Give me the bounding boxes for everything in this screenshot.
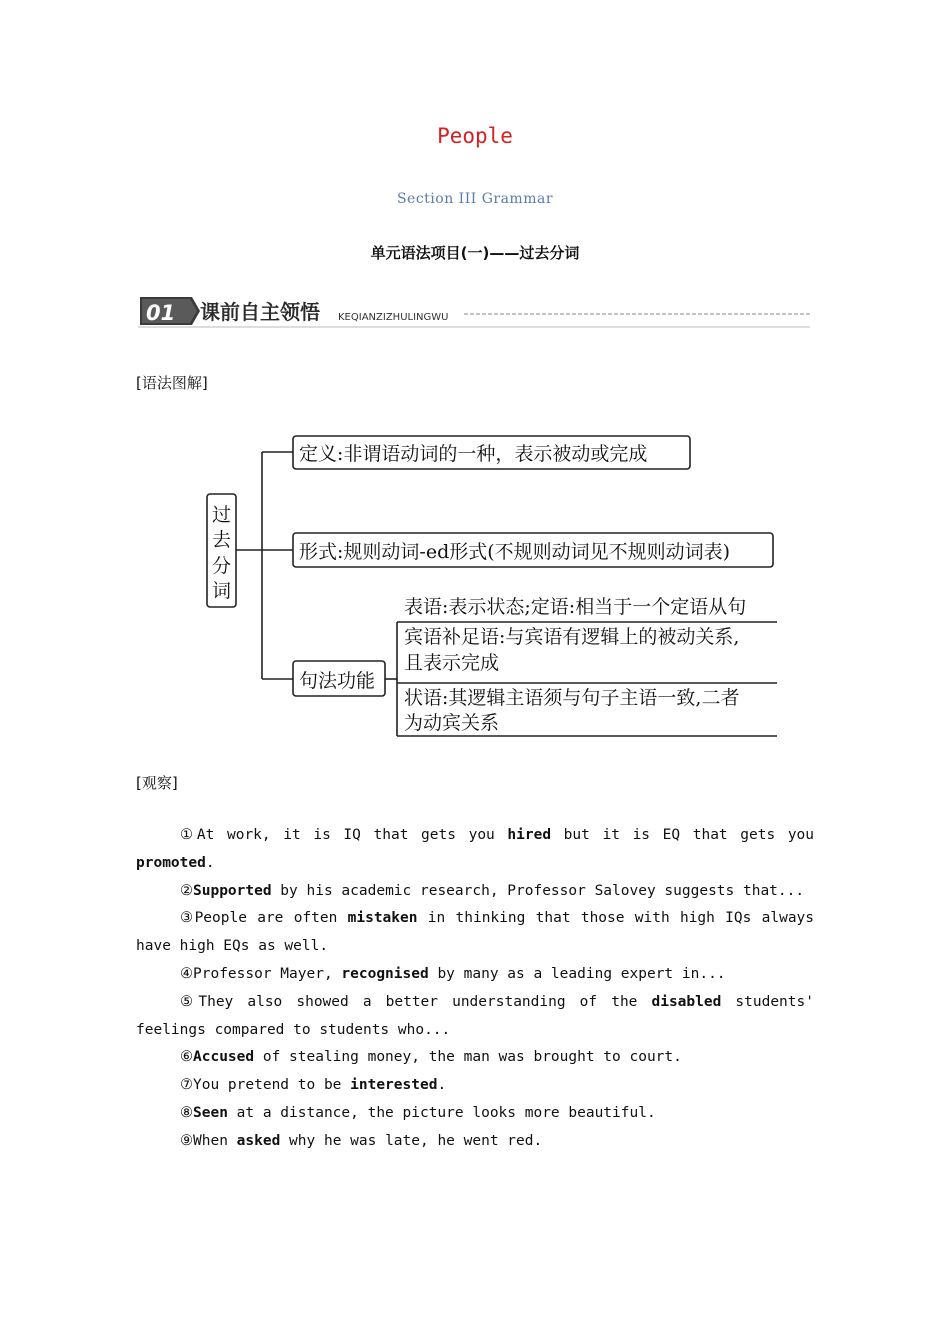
sentence-9: ⑨When asked why he was late, he went red. [180, 1132, 543, 1149]
mm-func2-line1: 宾语补足语:与宾语有逻辑上的被动关系, [404, 626, 740, 648]
mm-func2-line2: 且表示完成 [404, 652, 500, 674]
example-sentences [136, 822, 814, 1156]
mm-root-3: 分 [212, 555, 232, 577]
mm-form: 形式:规则动词-ed形式(不规则动词见不规则动词表) [299, 541, 731, 563]
banner-number: 01 [146, 301, 176, 325]
mm-function: 句法功能 [299, 670, 376, 692]
mm-definition: 定义:非谓语动词的一种，表示被动或完成 [299, 443, 648, 465]
mm-root-1: 过 [212, 504, 232, 526]
sentence-3: ③People are often mistaken in thinking that those with high IQs always have high EQs as well. [136, 910, 815, 955]
sentence-7: ⑦You pretend to be interested. [180, 1077, 447, 1094]
sentence-5: ⑤They also showed a better understanding of the disabled students' feelings compared to students who... [136, 993, 814, 1038]
sentence-2: ②Supported by his academic research, Professor Salovey suggests that... [180, 882, 805, 899]
mm-root-4: 词 [212, 580, 232, 602]
mm-func1: 表语:表示状态;定语:相当于一个定语从句 [404, 596, 747, 618]
mm-func3-line1: 状语:其逻辑主语须与句子主语一致,二者 [404, 687, 740, 709]
grammar-diagram-heading: [语法图解] [136, 374, 208, 392]
lesson-subtitle: 单元语法项目(一)——过去分词 [370, 244, 580, 262]
mm-root-2: 去 [212, 529, 232, 551]
banner-label: 课前自主领悟 [200, 300, 320, 324]
mm-func3-line2: 为动宾关系 [404, 712, 500, 734]
observe-heading: [观察] [136, 774, 178, 792]
sentence-8: ⑧Seen at a distance, the picture looks more beautiful. [180, 1104, 656, 1121]
sentence-1: ①At work, it is IQ that gets you hired but it is EQ that gets you promoted. [136, 827, 815, 871]
banner-pinyin: KEQIANZIZHULINGWU [338, 312, 449, 323]
section-label: Section III Grammar [396, 191, 554, 207]
page-title: People [437, 124, 513, 148]
sentence-6: ⑥Accused of stealing money, the man was brought to court. [180, 1049, 682, 1066]
sentence-4: ④Professor Mayer, recognised by many as a leading expert in... [180, 965, 726, 982]
